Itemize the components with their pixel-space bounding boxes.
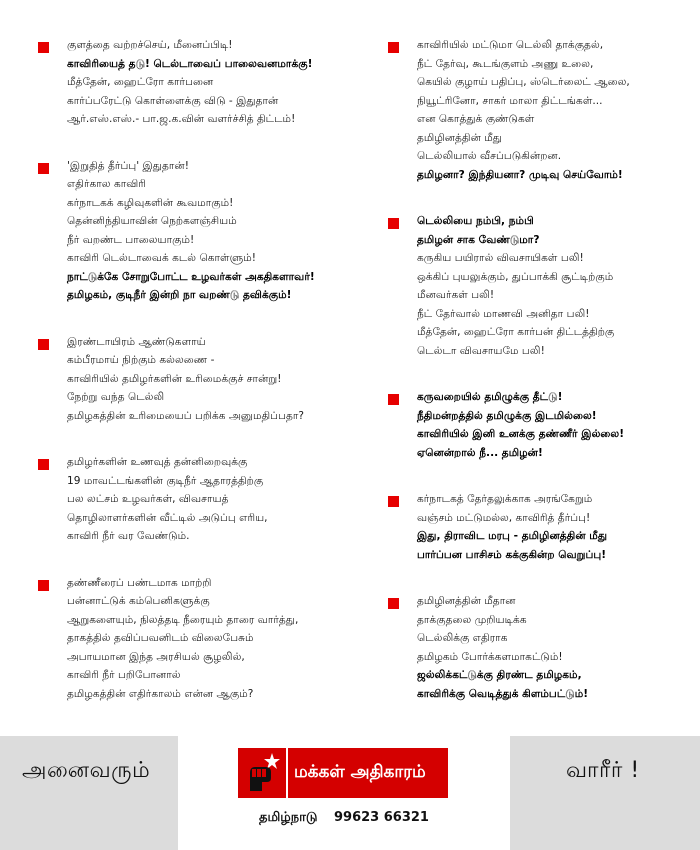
bullet-square-icon	[388, 42, 399, 53]
text-line: மீனவர்கள் பலி!	[417, 289, 495, 301]
text-line: ஆர்.எஸ்.எஸ்.- பா.ஜ.க.வின் வளர்ச்சித் திட்டம்!	[67, 113, 296, 125]
text-line: காவிரி நீர் பறிபோனால்	[67, 669, 181, 681]
bullet-square-icon	[388, 394, 399, 405]
text-line: தாகத்தில் தவிப்பவனிடம் விலைபேசும்	[67, 632, 254, 644]
text-line: தமிழினத்தின் மீதான	[417, 595, 516, 607]
text-line: காவிரியில் மட்டுமா டெல்லி தாக்குதல்,	[417, 39, 604, 51]
text-line: கர்நாடகக் கழிவுகளின் கூவமாகும்!	[67, 196, 234, 209]
text-line: இரண்டாயிரம் ஆண்டுகளாய்	[67, 335, 206, 348]
text-line: தாக்குதலை முறியடிக்க	[417, 613, 527, 626]
text-line: தொழிலாளர்களின் வீட்டில் அடுப்பு எரிய,	[67, 511, 268, 524]
text-line: மீத்தேன், ஹைட்ரோ கார்பனை	[67, 76, 214, 88]
slogan-line: ஏனென்றால் நீ... தமிழன்!	[417, 446, 543, 459]
text-line: எதிர்கால காவிரி	[67, 178, 146, 190]
text-line: தமிழகத்தின் எதிர்காலம் என்ன ஆகும்?	[67, 687, 254, 700]
bullet-square-icon	[38, 163, 49, 174]
slogan-line: பார்ப்பன பாசிசம் கக்குகின்ற வெறுப்பு!	[417, 548, 607, 561]
text-line: பன்னாட்டுக் கம்பெனிகளுக்கு	[67, 595, 210, 607]
text-line: டெல்லியால் வீசப்படுகின்றன.	[417, 150, 562, 162]
text-section	[38, 574, 358, 704]
text-section	[38, 36, 358, 129]
text-line: அபாயமான இந்த அரசியல் சூழலில்,	[67, 650, 245, 663]
bullet-square-icon	[388, 496, 399, 507]
slogan-line: தமிழனா? இந்தியனா? முடிவு செய்வோம்!	[417, 168, 623, 181]
slogan-line: கருவறையில் தமிழுக்கு தீட்டு!	[417, 391, 563, 403]
slogan-line: டெல்லியை நம்பி, நம்பி	[417, 215, 534, 227]
text-section	[388, 388, 688, 462]
bullet-square-icon	[38, 42, 49, 53]
text-line: டெல்டா விவசாயமே பலி!	[417, 344, 545, 357]
text-line: காவிரியில் தமிழர்களின் உரிமைக்குச் சான்று!	[67, 372, 282, 385]
text-line: தென்னிந்தியாவின் நெற்களஞ்சியம்	[67, 215, 237, 227]
text-line: கெயில் குழாய் பதிப்பு, ஸ்டெர்லைட் ஆலை,	[417, 76, 630, 88]
text-line: நீட் தேர்வு, கூடங்குளம் அணு உலை,	[417, 57, 594, 70]
text-line: குளத்தை வற்றச்செய், மீனைப்பிடி!	[67, 39, 233, 51]
text-line: தமிழகத்தின் உரிமையைப் பறிக்க அனுமதிப்பதா?	[67, 409, 305, 422]
text-section	[388, 36, 688, 184]
bullet-square-icon	[38, 580, 49, 591]
slogan-line: தமிழன் சாக வேண்டுமா?	[417, 233, 540, 246]
slogan-line: நாட்டுக்கே சோறுபோட்ட உழவர்கள் அகதிகளாவர்!	[67, 270, 315, 283]
slogan-line: நீதிமன்றத்தில் தமிழுக்கு இடமில்லை!	[417, 409, 597, 422]
text-section	[388, 592, 688, 703]
text-line: கம்பீரமாய் நிற்கும் கல்லணை -	[67, 354, 215, 366]
text-line: காவிரி நீர் வர வேண்டும்.	[67, 530, 190, 542]
slogan-line: காவிரியில் இனி உனக்கு தண்ணீர் இல்லை!	[417, 428, 625, 440]
text-line: நீர் வறண்ட பாலையாகும்!	[67, 233, 195, 246]
phone-number: 99623 66321	[334, 810, 429, 825]
text-line: கர்நாடகத் தேர்தலுக்காக அரங்கேறும்	[417, 493, 593, 505]
text-line: டெல்லிக்கு எதிராக	[417, 632, 508, 644]
text-line: நியூட்ரினோ, சாகர் மாலா திட்டங்கள்...	[417, 94, 603, 107]
text-section	[388, 490, 688, 564]
text-section	[38, 157, 358, 305]
footer-left-text: அனைவரும்	[22, 758, 151, 783]
text-section	[388, 212, 688, 360]
text-line: என கொத்துக் குண்டுகள்	[417, 113, 535, 125]
footer-center-panel	[178, 736, 510, 850]
text-line: தமிழகம் போர்க்களமாகட்டும்!	[417, 650, 563, 663]
slogan-line: தமிழகம், குடிநீர் இன்றி நா வறண்டு தவிக்கும்!	[67, 289, 292, 301]
bullet-square-icon	[38, 339, 49, 350]
text-section	[38, 333, 358, 426]
fist-icon	[238, 748, 286, 798]
text-line: கருகிய பயிரால் விவசாயிகள் பலி!	[417, 252, 584, 264]
text-line: வஞ்சம் மட்டுமல்ல, காவிரித் தீர்ப்பு!	[417, 511, 591, 524]
text-line: கார்ப்பரேட்டு கொள்ளைக்கு விடு - இதுதான்	[67, 94, 279, 107]
footer-right-text: வாரீர் !	[566, 758, 640, 783]
text-line: 'இறுதித் தீர்ப்பு' இதுதான்!	[67, 159, 189, 172]
text-line: பல லட்சம் உழவர்கள், விவசாயத்	[67, 493, 229, 505]
text-line: நீட் தேர்வால் மாணவி அனிதா பலி!	[417, 307, 590, 320]
text-line: மீத்தேன், ஹைட்ரோ கார்பன் திட்டத்திற்கு	[417, 326, 615, 338]
region-label: தமிழ்நாடு	[259, 810, 318, 825]
right-column	[388, 36, 688, 731]
text-line: ஒக்கிப் புயலுக்கும், துப்பாக்கி சூட்டிற்கும்	[417, 270, 614, 283]
text-line: காவிரி டெல்டாவைக் கடல் கொள்ளும்!	[67, 252, 257, 264]
text-line: தமிழர்களின் உணவுத் தன்னிறைவுக்கு	[67, 456, 248, 468]
slogan-line: இது, திராவிட மரபு - தமிழினத்தின் மீது	[417, 530, 608, 542]
org-logo	[238, 748, 448, 798]
bullet-square-icon	[388, 218, 399, 229]
bullet-square-icon	[388, 598, 399, 609]
org-name: மக்கள் அதிகாரம்	[286, 748, 448, 798]
contact-line	[178, 810, 510, 826]
left-column	[38, 36, 358, 731]
slogan-line: காவிரியைத் தடு! டெல்டாவைப் பாலைவனமாக்கு!	[67, 57, 313, 70]
text-line: தமிழினத்தின் மீது	[417, 131, 502, 144]
bullet-square-icon	[38, 459, 49, 470]
text-section	[38, 453, 358, 546]
text-line: தண்ணீரைப் பண்டமாக மாற்றி	[67, 576, 212, 589]
text-line: ஆறுகளையும், நிலத்தடி நீரையும் தாரை வார்த்து,	[67, 613, 299, 626]
slogan-line: காவிரிக்கு வெடித்துக் கிளம்பட்டும்!	[417, 687, 589, 700]
slogan-line: ஜல்லிக்கட்டுக்கு திரண்ட தமிழகம்,	[417, 669, 582, 681]
text-line: 19 மாவட்டங்களின் குடிநீர் ஆதாரத்திற்கு	[67, 474, 264, 487]
footer	[0, 736, 700, 850]
text-line: நேற்று வந்த டெல்லி	[67, 391, 165, 403]
